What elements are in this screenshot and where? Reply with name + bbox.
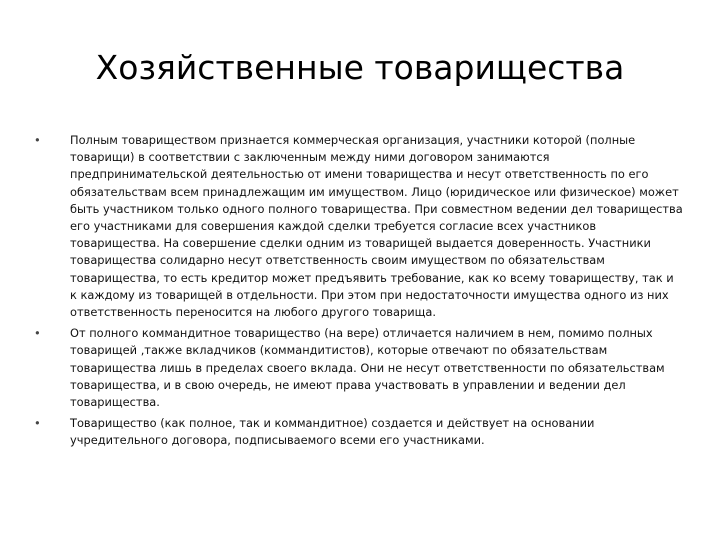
bullet-text: От полного коммандитное товарищество (на вере) отличается наличием в нем, помимо полных товарищей ,также вкладчиков (коммандитистов), которые отвечают по обязательствам товарищества лишь в пределах своего вклада. Они не несут ответственности по обязательствам товарищества, и в свою очередь, не имеют права участвовать в управлении и ведении дел товарищества.	[70, 326, 665, 410]
bullet-item-founding-agreement	[34, 415, 684, 449]
bullet-icon: •	[34, 326, 41, 341]
bullet-icon: •	[34, 133, 41, 147]
bullet-icon: •	[34, 416, 41, 431]
bullet-list	[34, 132, 684, 454]
bullet-text: Полным товариществом признается коммерческая организация, участники которой (полные товарищи) в соответствии с заключенным между ними договором занимаются предпринимательской деятельностью от имени товарищества и несут ответственность по его обязательствам всем принадлежащим им имуществом. Лицо (юридическое или физическое) может быть участником только одного полного товарищества. При совместном ведении дел товарищества его участниками для совершения каждой сделки требуется согласие всех участников товарищества. На совершение сделки одним из товарищей выдается доверенность. Участники товарищества солидарно несут ответственность своим имуществом по обязательствам товарищества, то есть кредитор может предъявить требование, как ко всему товариществу, так и к каждому из товарищей в отдельности. При этом при недостаточности имущества одного из них ответственность переносится на любого другого товарища.	[70, 133, 683, 320]
bullet-item-full-partnership	[34, 132, 684, 321]
slide-title: Хозяйственные товарищества	[95, 48, 625, 87]
bullet-text: Товарищество (как полное, так и коммандитное) создается и действует на основании учредительного договора, подписываемого всеми его участниками.	[70, 416, 595, 448]
bullet-item-limited-partnership	[34, 325, 684, 411]
